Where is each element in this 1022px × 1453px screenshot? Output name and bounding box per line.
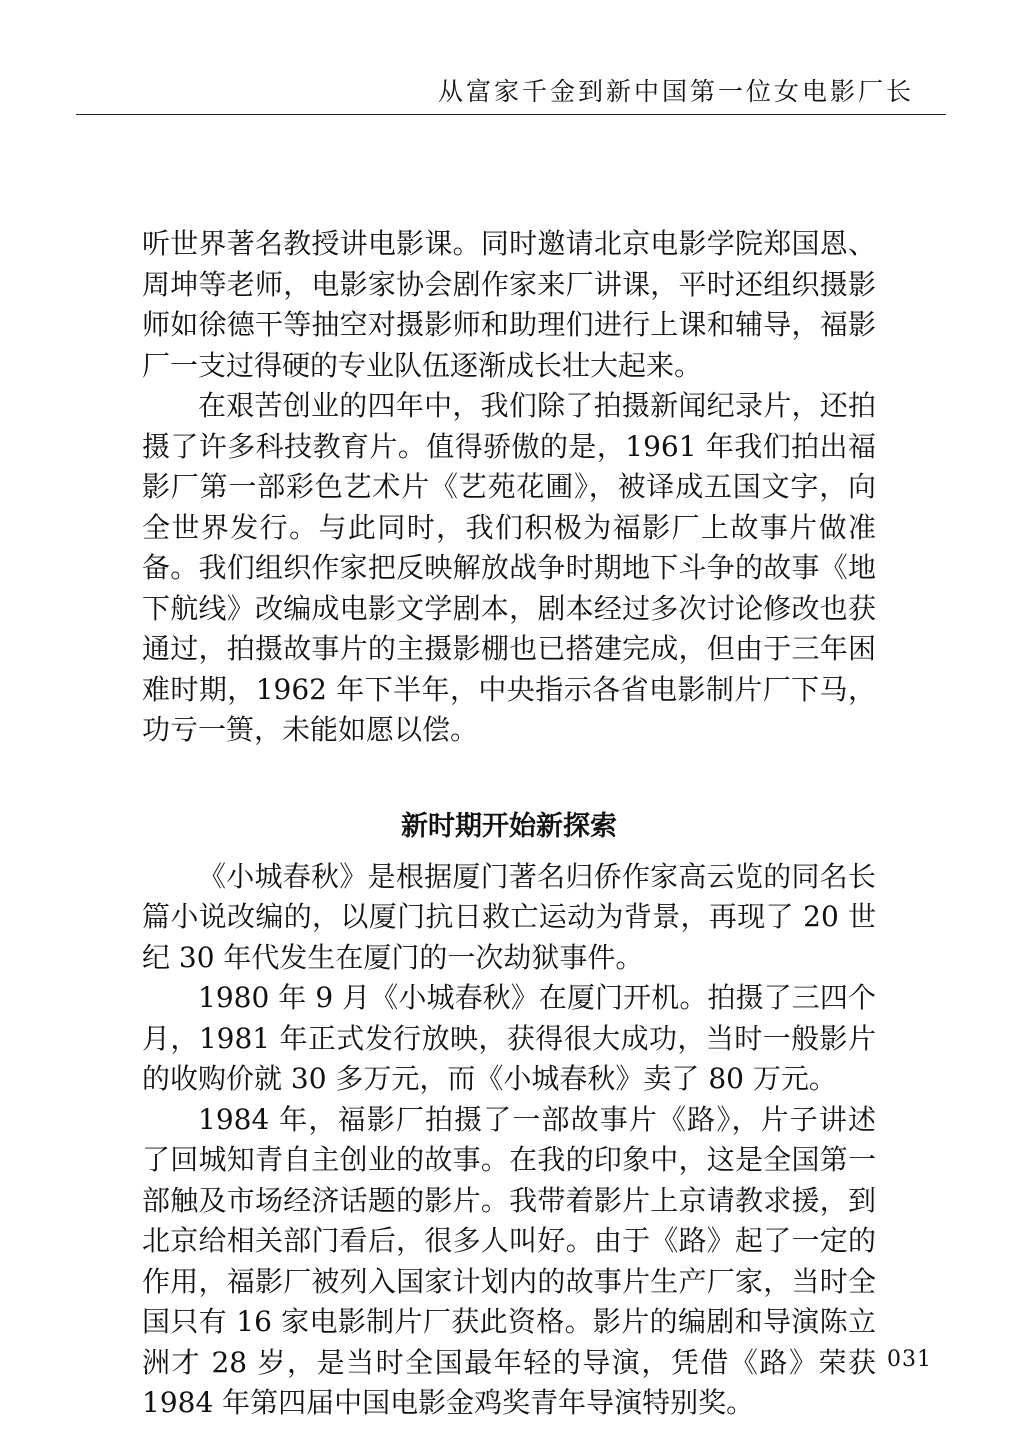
paragraph-xiaocheng-intro: 《小城春秋》是根据厦门著名归侨作家高云览的同名长篇小说改编的，以厦门抗日救亡运动为背景，再现了 20 世纪 30 年代发生在厦门的一次劫狱事件。 (142, 859, 876, 974)
running-header-title: 从富家千金到新中国第一位女电影厂长 (437, 77, 914, 106)
paragraph-lu: 1984 年，福影厂拍摄了一部故事片《路》，片子讲述了回城知青自主创业的故事。在我的印象中，这是全国第一部触及市场经济话题的影片。我带着影片上京请教求援，到北京给相关部门看后，很多人叫好。由于《路》起了一定的作用，福影厂被列入国家计划内的故事片生产厂家，当时全国只有 16 家电影制片厂获此资格。影片的编剧和导演陈立洲才 28 岁，是当时全国最年轻的导演，凭借《路》荣获 1984 年第四届中国电影金鸡奖青年导演特别奖。 (142, 1102, 876, 1419)
header-rule (76, 114, 946, 115)
paragraph-hardship: 在艰苦创业的四年中，我们除了拍摄新闻纪录片，还拍摄了许多科技教育片。值得骄傲的是，1961 年我们拍出福影厂第一部彩色艺术片《艺苑花圃》，被译成五国文字，向全世界发行。与此同时，我们积极为福影厂上故事片做准备。我们组织作家把反映解放战争时期地下斗争的故事《地下航线》改编成电影文学剧本，剧本经过多次讨论修改也获通过，拍摄故事片的主摄影棚也已搭建完成，但由于三年困难时期，1962 年下半年，中央指示各省电影制片厂下马，功亏一篑，未能如愿以偿。 (142, 389, 876, 746)
paragraph-xiaocheng-release: 1980 年 9 月《小城春秋》在厦门开机。拍摄了三四个月，1981 年正式发行放映，获得很大成功，当时一般影片的收购价就 30 多万元，而《小城春秋》卖了 80 万元。 (142, 981, 876, 1095)
body-text (142, 224, 876, 1424)
section-title: 新时期开始新探索 (401, 810, 617, 842)
page-number: 031 (887, 1347, 932, 1372)
paragraph-continued: 听世界著名教授讲电影课。同时邀请北京电影学院郑国恩、周坤等老师，电影家协会剧作家来厂讲课，平时还组织摄影师如徐德干等抽空对摄影师和助理们进行上课和辅导，福影厂一支过得硬的专业队伍逐渐成长壮大起来。 (142, 227, 876, 382)
